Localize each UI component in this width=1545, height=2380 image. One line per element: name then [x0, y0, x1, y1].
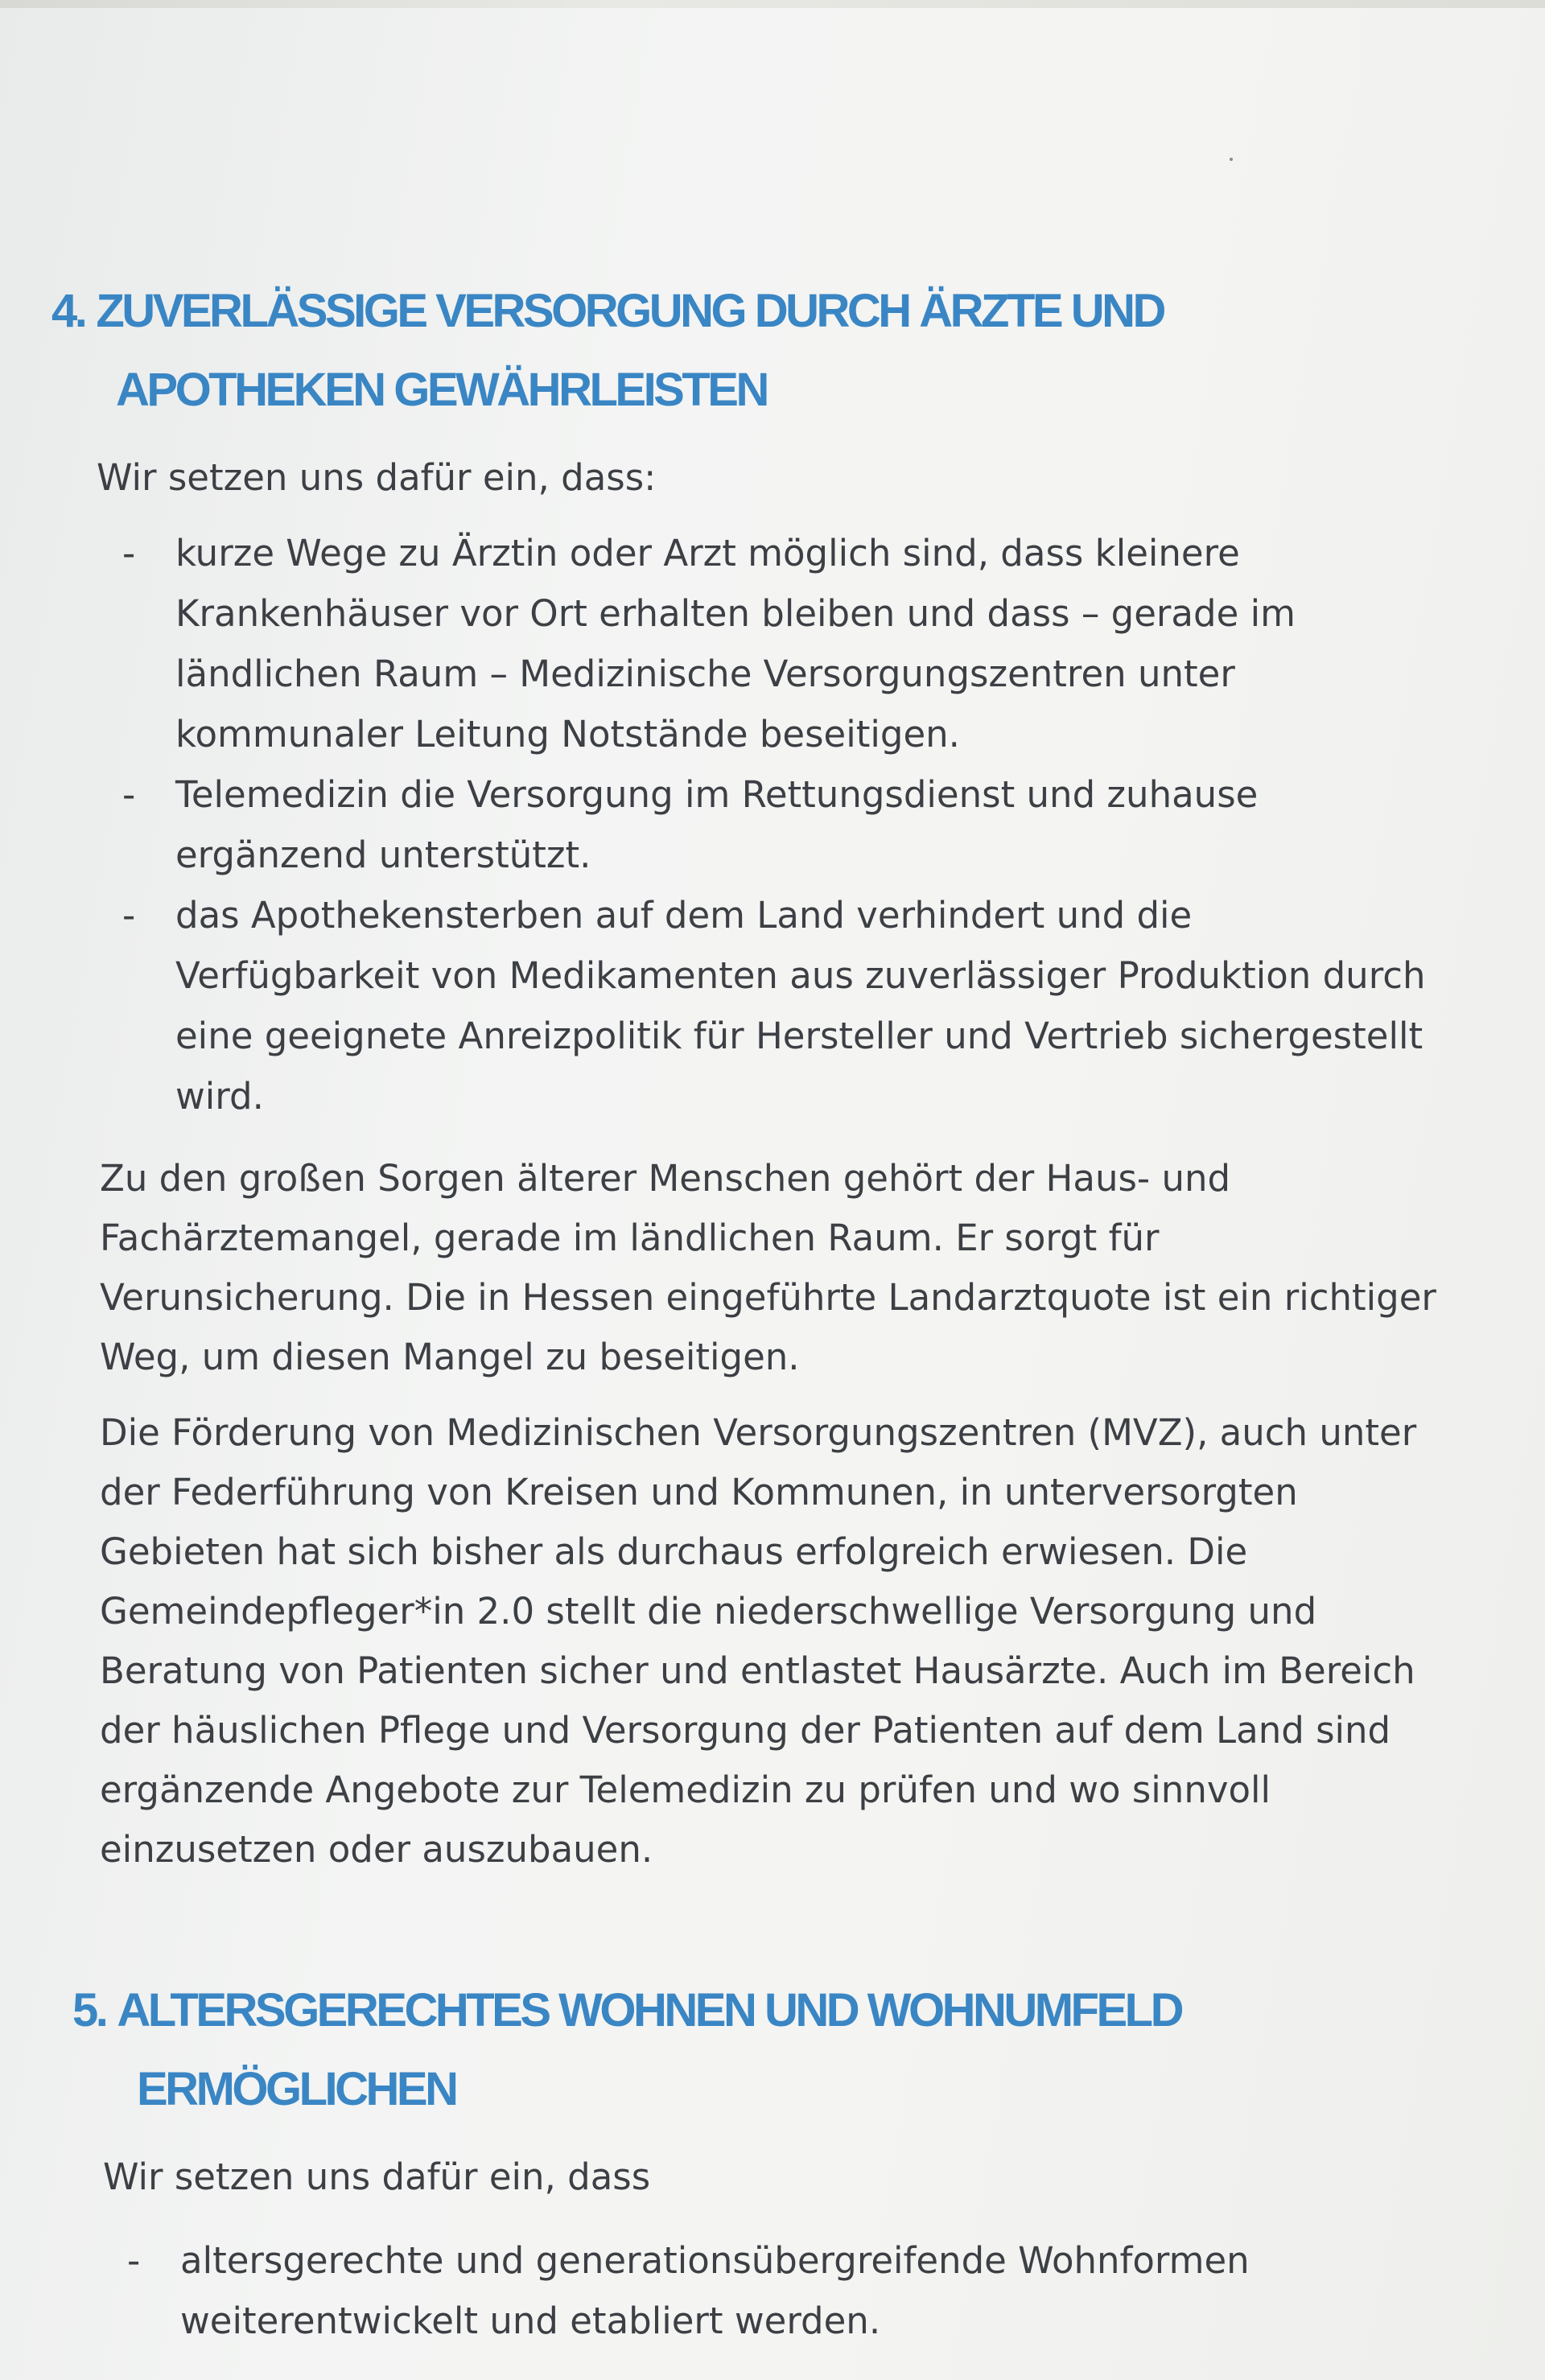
bullet-text: altersgerechte und generationsübergreifende Wohnformen weiterentwickelt und etabliert werden. [180, 2239, 1250, 2342]
bullet-dash: - [122, 894, 136, 937]
paper-speck [1230, 158, 1233, 161]
bullet-dash: - [122, 773, 136, 816]
section-5-title-line1: ALTERSGERECHTES WOHNEN UND WOHNUMFELD [117, 1984, 1181, 2036]
bullet-text: das Apothekensterben auf dem Land verhindert und die Verfügbarkeit von Medikamenten aus zuverlässiger Produktion durch eine geeignete Anreizpolitik für Hersteller und Vertrieb sichergestellt wird. [175, 894, 1426, 1118]
section-5-heading [72, 1971, 1181, 2129]
section-5-number: 5. [72, 1984, 106, 2036]
bullet-text: kurze Wege zu Ärztin oder Arzt möglich sind, dass kleinere Krankenhäuser vor Ort erhalten bleiben und dass – gerade im ländlichen Raum – Medizinische Versorgungszentren unter kommunaler Leitung Notstände beseitigen. [175, 532, 1296, 756]
section-4-title-line2: APOTHEKEN GEWÄHRLEISTEN [116, 364, 767, 416]
bullet-text: Telemedizin die Versorgung im Rettungsdienst und zuhause ergänzend unterstützt. [175, 773, 1259, 876]
list-item [113, 523, 1440, 764]
section-4-intro: Wir setzen uns dafür ein, dass: [97, 456, 657, 499]
section-4-number: 4. [52, 285, 85, 337]
section-4-title-line1: ZUVERLÄSSIGE VERSORGUNG DURCH ÄRZTE UND [96, 285, 1164, 337]
section-5-bullet-list [117, 2230, 1389, 2351]
section-4-paragraph-1: Zu den großen Sorgen älterer Menschen gehört der Haus- und Fachärztemangel, gerade im ländlichen Raum. Er sorgt für Verunsicherung. Die in Hessen eingeführte Landarztquote ist ein richtiger Weg, um diesen Mangel zu beseitigen. [100, 1157, 1436, 1378]
bullet-dash: - [122, 532, 136, 574]
list-item [117, 2230, 1389, 2351]
list-item [113, 764, 1440, 885]
page-top-edge [0, 0, 1545, 8]
section-5-title-line2: ERMÖGLICHEN [137, 2063, 456, 2115]
section-4-bullet-list [113, 523, 1440, 1126]
list-item [113, 885, 1440, 1126]
section-5-intro: Wir setzen uns dafür ein, dass [103, 2156, 651, 2198]
section-4-paragraph-2: Die Förderung von Medizinischen Versorgungszentren (MVZ), auch unter der Federführung von Kreisen und Kommunen, in unterversorgten Gebieten hat sich bisher als durchaus erfolgreich erwiesen. Die Gemeindepfleger*in 2.0 stellt die niederschwellige Versorgung und Beratung von Patienten sicher und entlastet Hausärzte. Auch im Bereich der häuslichen Pflege und Versorgung der Patienten auf dem Land sind ergänzende Angebote zur Telemedizin zu prüfen und wo sinnvoll einzusetzen oder auszubauen. [100, 1411, 1417, 1871]
bullet-dash: - [127, 2239, 141, 2282]
section-4-heading [52, 272, 1164, 430]
